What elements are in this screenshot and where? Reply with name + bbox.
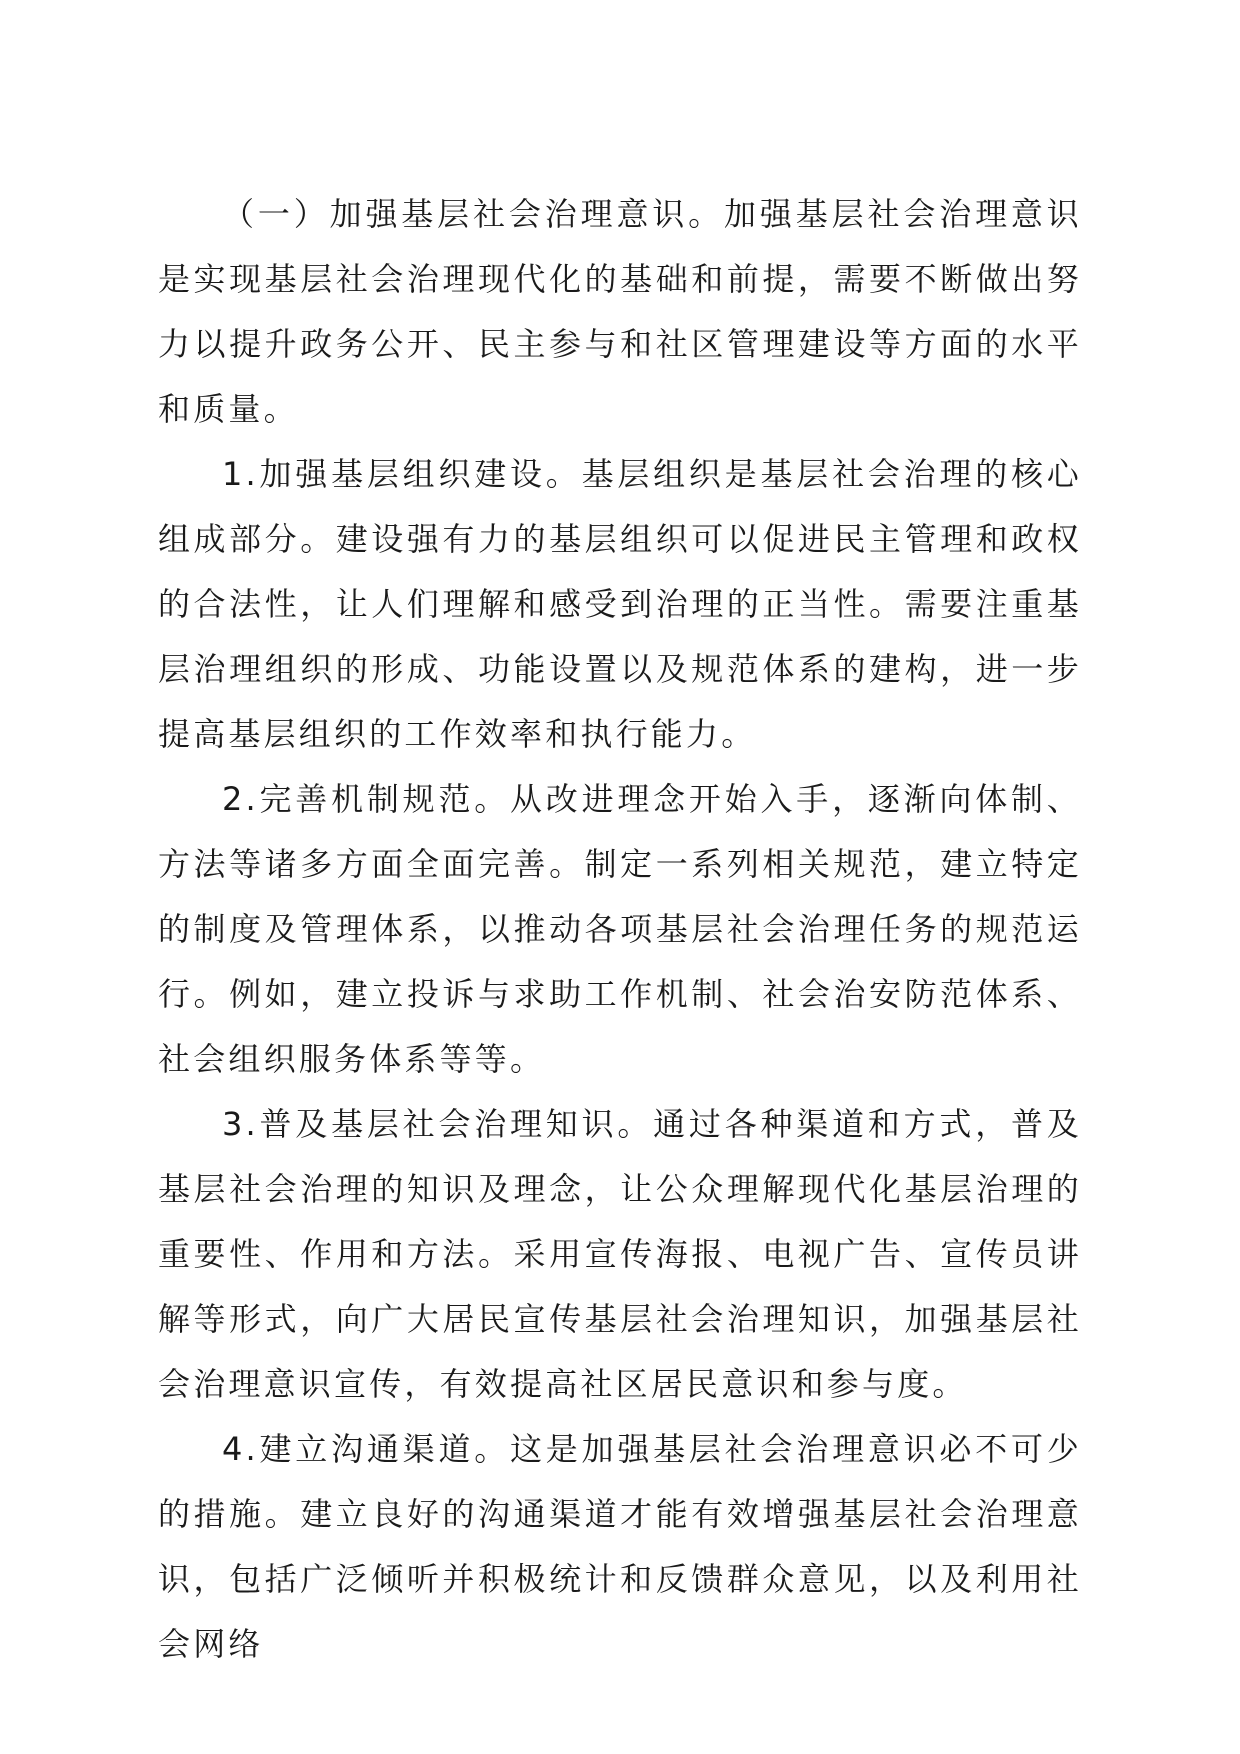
paragraph-item-2: 2.完善机制规范。从改进理念开始入手，逐渐向体制、方法等诸多方面全面完善。制定一系列相关规范，建立特定的制度及管理体系，以推动各项基层社会治理任务的规范运行。例如，建立投诉与求助工作机制、社会治安防范体系、社会组织服务体系等等。	[158, 780, 1082, 1078]
document-body	[158, 182, 1082, 1677]
paragraph-item-3: 3.普及基层社会治理知识。通过各种渠道和方式，普及基层社会治理的知识及理念，让公众理解现代化基层治理的重要性、作用和方法。采用宣传海报、电视广告、宣传员讲解等形式，向广大居民宣传基层社会治理知识，加强基层社会治理意识宣传，有效提高社区居民意识和参与度。	[158, 1105, 1082, 1403]
paragraph-item-4: 4.建立沟通渠道。这是加强基层社会治理意识必不可少的措施。建立良好的沟通渠道才能有效增强基层社会治理意识，包括广泛倾听并积极统计和反馈群众意见，以及利用社会网络	[158, 1430, 1082, 1663]
paragraph-section-1-intro: （一）加强基层社会治理意识。加强基层社会治理意识是实现基层社会治理现代化的基础和前提，需要不断做出努力以提升政务公开、民主参与和社区管理建设等方面的水平和质量。	[158, 195, 1082, 428]
paragraph-item-1: 1.加强基层组织建设。基层组织是基层社会治理的核心组成部分。建设强有力的基层组织可以促进民主管理和政权的合法性，让人们理解和感受到治理的正当性。需要注重基层治理组织的形成、功能设置以及规范体系的建构，进一步提高基层组织的工作效率和执行能力。	[158, 455, 1082, 753]
